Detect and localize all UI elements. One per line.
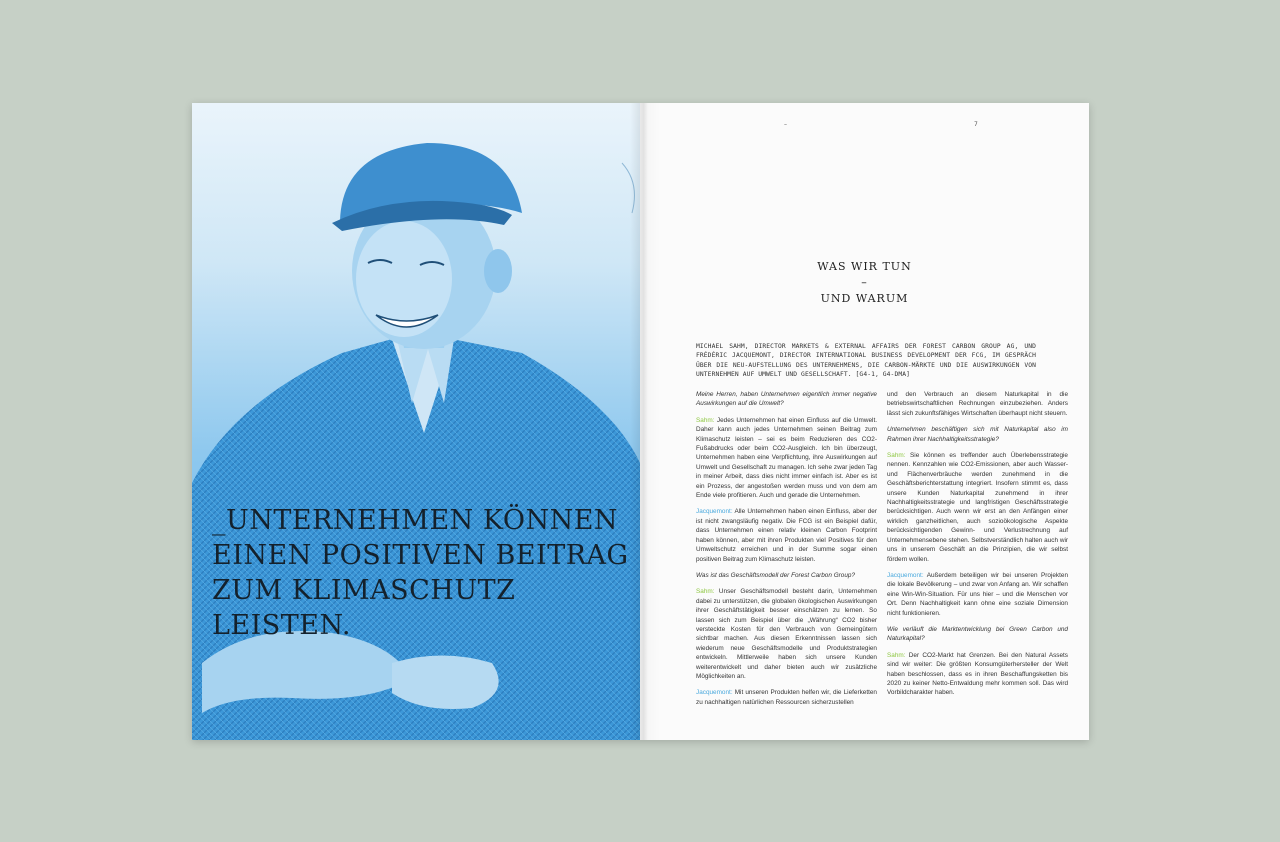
answer-text: Unser Geschäftsmodell besteht darin, Unternehmen dabei zu unterstützen, die globalen ökologischen Auswirkungen ihrer Geschäftstätigkeit besser einschätzen zu lernen. So lassen sich zum Beispiel über die „Währung“ CO2 bisher versteckte Kosten für den Verbrauch von Gemeingütern sichtbar machen. Aus diesen Erkenntnissen lassen sich wiederum neue Geschäftsmodelle und Produktstrategien entwickeln. Mittlerweile haben sich unsere Kunden weiterentwickelt und daher bieten auch wir zusätzliche Möglichkeiten an. [696, 588, 877, 680]
speaker-name: Jacquemont: [887, 571, 924, 579]
question: Meine Herren, haben Unternehmen eigentlich immer negative Auswirkungen auf die Umwelt? [696, 391, 877, 408]
brochure-spread [192, 103, 1089, 740]
question: Was ist das Geschäftsmodell der Forest Carbon Group? [696, 571, 856, 579]
article-title [640, 259, 1089, 307]
answer [696, 688, 877, 707]
answer-text: Sie können es treffender auch Überlebensstrategie nennen. Kennzahlen wie CO2-Emissionen, aber auch Wasser- und Flächenverbräuche werden zunehmend in die Geschäftsberichterstattung integriert. Insofern stimmt es, dass unsere Kunden Naturkapital zunehmend in ihrer Nachhaltigkeitsstrategie und langfristigen Geschäftsstrategie berücksichtigen. Auch wenn wir erst an den Anfängen einer wirklich ganzheitlichen, auch sozioökologische Aspekte berücksichtigenden Gewinn- und Verlustrechnung auf Unternehmensebene stehen. Selbstverständlich halten auch wir uns in unserem Geschäft an die Prinzipien, die wir selbst fördern wollen. [887, 452, 1068, 563]
answer [887, 571, 1068, 618]
left-page [192, 103, 640, 740]
text-column-2 [887, 390, 1068, 705]
answer [887, 651, 1068, 698]
speaker-name: Sahm: [696, 588, 715, 596]
title-line-2: UND WARUM [820, 292, 909, 305]
folio-left: – [784, 121, 787, 128]
question: Unternehmen beschäftigen sich mit Naturkapital also im Rahmen ihrer Nachhaltigkeitsstrategie? [887, 426, 1068, 443]
answer [696, 507, 877, 563]
right-page [640, 103, 1089, 740]
speaker-name: Jacquemont: [696, 689, 733, 697]
text-column-1 [696, 390, 877, 714]
pull-quote: _UNTERNEHMEN KÖNNEN EINEN POSITIVEN BEITRAG ZUM KLIMASCHUTZ LEISTEN. [212, 505, 629, 641]
portrait-photo [192, 103, 640, 740]
page-number: 7 [974, 121, 978, 128]
question: Wie verläuft die Marktentwicklung bei Green Carbon und Naturkapital? [887, 625, 1068, 643]
speaker-name: Sahm: [696, 416, 715, 424]
answer-text: Mit unseren Produkten helfen wir, die Lieferketten zu nachhaltigen natürlichen Ressourcen sicherzustellen [696, 689, 877, 706]
answer [696, 416, 877, 501]
answer [696, 587, 877, 681]
title-dash: – [861, 276, 868, 289]
answer-text: Alle Unternehmen haben einen Einfluss, aber der ist nicht zwangsläufig negativ. Die FCG ist ein Beispiel dafür, dass Unternehmen einen relativ kleinen Carbon Footprint haben können, aber mit ihren Produkten viel Positives für den Umweltschutz erreichen und in der Summe sogar einen positiven Beitrag zum Klimaschutz leisten. [696, 508, 877, 563]
answer-text: Außerdem beteiligen wir bei unseren Projekten die lokale Bevölkerung – und zwar von Anfang an. Wir schaffen eine Win-Win-Situation. Für uns hier – und die Menschen vor Ort. Denn Nachhaltigkeit kann ohne eine soziale Dimension nicht funktionieren. [887, 571, 1068, 617]
answer [887, 451, 1068, 564]
title-line-1: WAS WIR TUN [817, 260, 912, 273]
speaker-name: Sahm: [887, 651, 906, 659]
answer-text: Der CO2-Markt hat Grenzen. Bei den Natural Assets sind wir weiter: Die größten Konsumgüterhersteller der Welt haben beschlossen, dass es in ihren Beschaffungsketten bis 2020 zu keiner Netto-Entwaldung mehr kommen soll. Das wird Vorbildcharakter haben. [887, 651, 1068, 697]
speaker-name: Jacquemont: [696, 508, 733, 516]
answer-text: Jedes Unternehmen hat einen Einfluss auf die Umwelt. Daher kann auch jedes Unternehmen seinen Beitrag zum Klimaschutz leisten – sei es beim Reduzieren des CO2-Fußabdrucks oder beim CO2-Ausgleich. Ich bin überzeugt, Unternehmen haben eine Verpflichtung, ihre Auswirkungen auf Umwelt und Gesellschaft zu managen. Ich sehe zwar jeden Tag in meiner Arbeit, dass dies nicht immer einfach ist. Aber es ist ein Prozess, der angestoßen werden muss und von dem am Ende viele profitieren. Auch und gerade die Unternehmen. [696, 416, 877, 500]
speaker-name: Sahm: [887, 452, 906, 460]
intro-paragraph: MICHAEL SAHM, DIRECTOR MARKETS & EXTERNAL AFFAIRS DER FOREST CARBON GROUP AG, UND FRÉDÉRIC JACQUEMONT, DIRECTOR INTERNATIONAL BUSINESS DEVELOPMENT DER FCG, IM GESPRÄCH ÜBER DIE NEU-AUFSTELLUNG DES UNTERNEHMENS, DIE CARBON-MÄRKTE UND DIE AUSWIRKUNGEN VON UNTERNEHMEN AUF UMWELT UND GESELLSCHAFT. [G4-1, G4-DMA] [696, 343, 1036, 378]
paragraph: und den Verbrauch an diesem Naturkapital in die betriebswirtschaftlichen Rechnungen einzubeziehen. Anders lässt sich zukunftsfähiges Wirtschaften überhaupt nicht steuern. [887, 391, 1068, 417]
